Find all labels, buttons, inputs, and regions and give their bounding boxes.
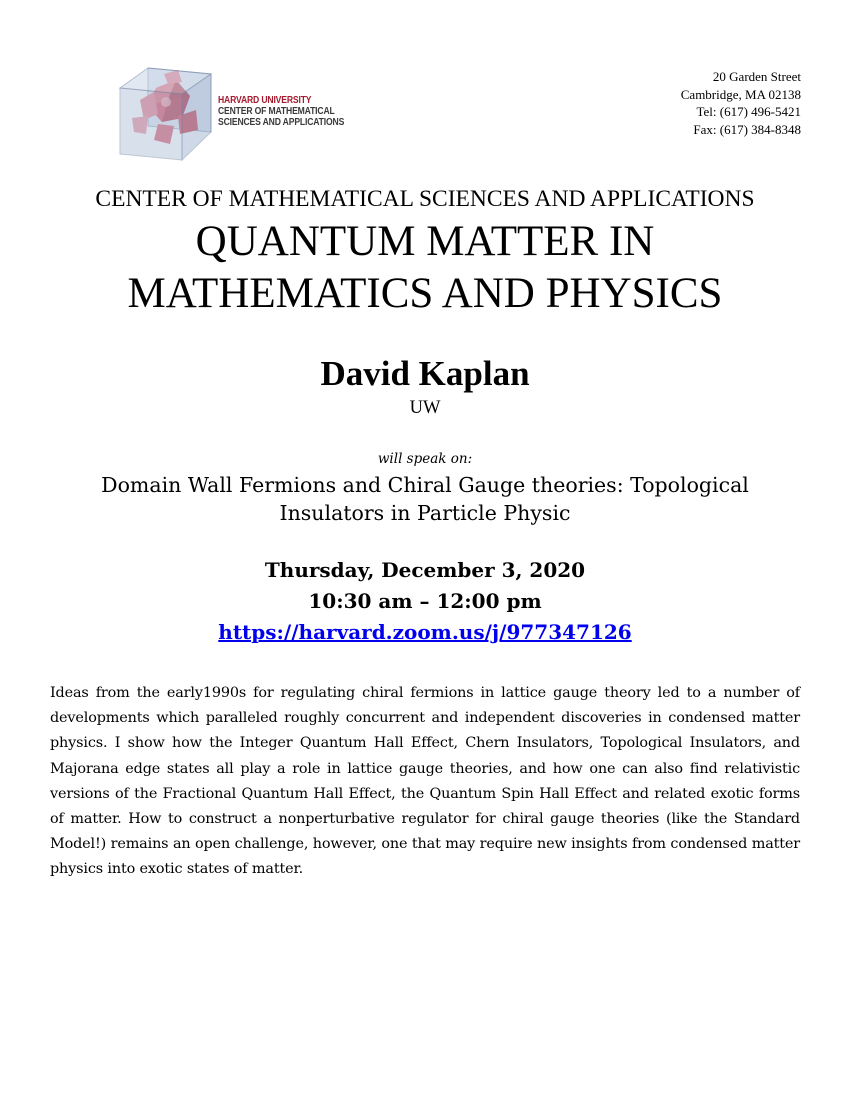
cmsa-polyhedron-logo-icon xyxy=(118,66,213,162)
event-details xyxy=(0,555,850,648)
address-block xyxy=(681,68,801,138)
speaker-name: David Kaplan xyxy=(320,354,530,393)
event-date: Thursday, December 3, 2020 xyxy=(264,558,586,582)
logo-center-line-2: SCIENCES AND APPLICATIONS xyxy=(218,116,345,128)
talk-title xyxy=(60,471,790,527)
address-street: 20 Garden Street xyxy=(712,69,801,84)
event-time: 10:30 am – 12:00 pm xyxy=(308,589,542,613)
address-fax: Fax: (617) 384-8348 xyxy=(693,121,801,137)
talk-title-line-1: Domain Wall Fermions and Chiral Gauge theories: Topological xyxy=(101,473,749,497)
address-city: Cambridge, MA 02138 xyxy=(680,86,801,102)
will-speak-on-label: will speak on: xyxy=(377,451,473,467)
abstract-text: Ideas from the early1990s for regulating chiral fermions in lattice gauge theory led to a number of developments which paralleled roughly concurrent and independent discoveries in condensed matter physics. I show how the Integer Quantum Hall Effect, Chern Insulators, Topological Insulators, and Majorana edge states all play a role in lattice gauge theories, and how one can also find relativistic versions of the Fractional Quantum Hall Effect, the Quantum Spin Hall Effect and related exotic forms of matter. How to construct a nonperturbative regulator for chiral gauge theories (like the Standard Model!) remains an open challenge, however, one that may require new insights from condensed matter physics into exotic states of matter. xyxy=(50,685,800,878)
series-title-line-1: QUANTUM MATTER IN xyxy=(195,218,655,265)
logo-university-name: HARVARD UNIVERSITY xyxy=(218,94,312,106)
speaker-affiliation: UW xyxy=(409,398,441,418)
talk-title-line-2: Insulators in Particle Physic xyxy=(279,501,571,525)
series-title-line-2: MATHEMATICS AND PHYSICS xyxy=(127,270,723,317)
center-name: CENTER OF MATHEMATICAL SCIENCES AND APPLICATIONS xyxy=(95,186,755,212)
series-title xyxy=(0,216,850,320)
zoom-link[interactable]: https://harvard.zoom.us/j/977347126 xyxy=(218,620,632,644)
address-tel: Tel: (617) 496-5421 xyxy=(696,104,801,119)
logo-wordmark xyxy=(218,95,344,128)
logo-center-line-1: CENTER OF MATHEMATICAL xyxy=(218,105,335,117)
cmsa-logo xyxy=(118,66,348,162)
